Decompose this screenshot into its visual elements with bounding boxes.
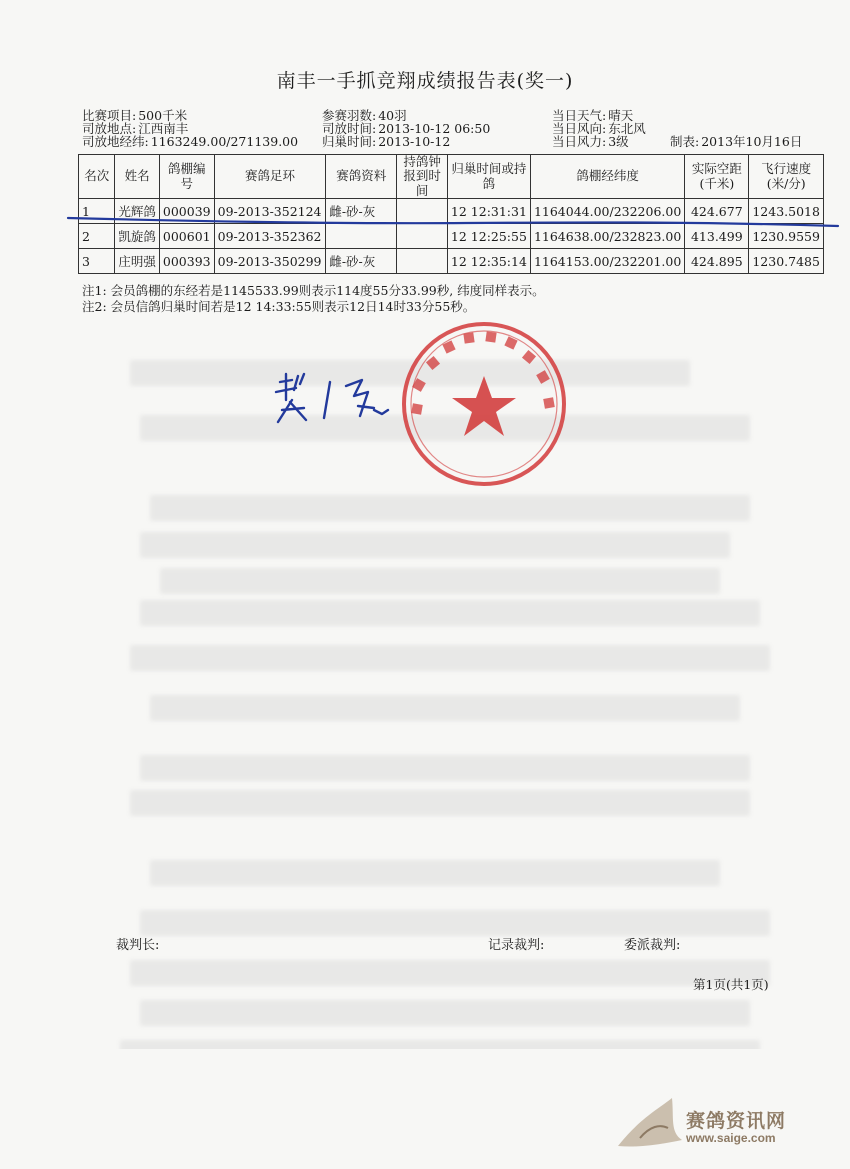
cell-ring: 09-2013-352124 [214,199,326,224]
report-title: 南丰一手抓竞翔成绩报告表(奖一) [276,70,574,92]
col-header-clock-time: 持鸽钟报到时间 [397,155,448,199]
info-race-item: 比赛项目: 500千米 [82,108,188,123]
cell-speed: 1230.7485 [749,249,824,274]
info-weather: 当日天气: 晴天 [552,108,634,123]
info-wind-force: 当日风力: 3级 [552,134,629,149]
note-2: 注2: 会员信鸽归巢时间若是12 14:33:55则表示12日14时33分55秒。 [82,299,476,314]
info-wind-direction: 当日风向: 东北风 [552,121,646,136]
cell-distance: 424.677 [685,199,749,224]
col-header-ring: 赛鸽足环 [214,155,326,199]
cell-name: 庄明强 [115,249,160,274]
pen-strike-line [66,214,840,228]
cell-return-time: 12 12:31:31 [447,199,530,224]
col-header-loft-id: 鸽棚编号 [159,155,214,199]
cell-ring: 09-2013-352362 [214,224,326,249]
cell-return-time: 12 12:25:55 [447,224,530,249]
col-header-loft-coords: 鸽棚经纬度 [530,155,684,199]
table-header-row [79,155,824,199]
cell-loft-coords: 1164638.00/232823.00 [530,224,684,249]
info-release-coords: 司放地经纬: 1163249.00/271139.00 [82,134,299,149]
cell-loft-coords: 1164044.00/232206.00 [530,199,684,224]
signature-recorder: 记录裁判: [488,938,545,953]
col-header-rank: 名次 [79,155,115,199]
cell-return-time: 12 12:35:14 [447,249,530,274]
signature-referee: 裁判长: [116,938,160,953]
cell-loft-id: 000039 [159,199,214,224]
red-seal-stamp [398,318,570,490]
cell-speed: 1243.5018 [749,199,824,224]
info-made-date: 制表: 2013年10月16日 [670,134,803,149]
col-header-pigeon-info: 赛鸽资料 [326,155,397,199]
cell-name: 光辉鸽 [115,199,160,224]
cell-pigeon-info: 雌-砂-灰 [326,249,397,274]
col-header-name: 姓名 [115,155,160,199]
cell-speed: 1230.9559 [749,224,824,249]
cell-ring: 09-2013-350299 [214,249,326,274]
cell-rank: 1 [79,199,115,224]
cell-loft-id: 000601 [159,224,214,249]
cell-rank: 3 [79,249,115,274]
cell-loft-id: 000393 [159,249,214,274]
note-1: 注1: 会员鸽棚的东经若是1145533.99则表示114度55分33.99秒, 纬度同样表示。 [82,283,545,298]
cell-clock-time [397,249,448,274]
watermark-url: www.saige.com [686,1131,776,1145]
cell-name: 凯旋鸽 [115,224,160,249]
cell-rank: 2 [79,224,115,249]
cell-loft-coords: 1164153.00/232201.00 [530,249,684,274]
col-header-return-time: 归巢时间或持鸽 [447,155,530,199]
col-header-distance: 实际空距(千米) [685,155,749,199]
cell-distance: 424.895 [685,249,749,274]
watermark-text: 赛鸽资讯网 [686,1110,787,1132]
cell-pigeon-info: 雌-砂-灰 [326,199,397,224]
info-return-time: 归巢时间: 2013-10-12 [322,134,451,149]
info-entries: 参赛羽数: 40羽 [322,108,407,123]
col-header-speed: 飞行速度(米/分) [749,155,824,199]
info-release-site: 司放地点: 江西南丰 [82,121,189,136]
table-row [79,249,824,274]
cell-distance: 413.499 [685,224,749,249]
info-release-time: 司放时间: 2013-10-12 06:50 [322,121,491,136]
signature-delegate: 委派裁判: [624,938,681,953]
page-number: 第1页(共1页) [693,977,769,992]
handwritten-award-mark [270,370,398,432]
